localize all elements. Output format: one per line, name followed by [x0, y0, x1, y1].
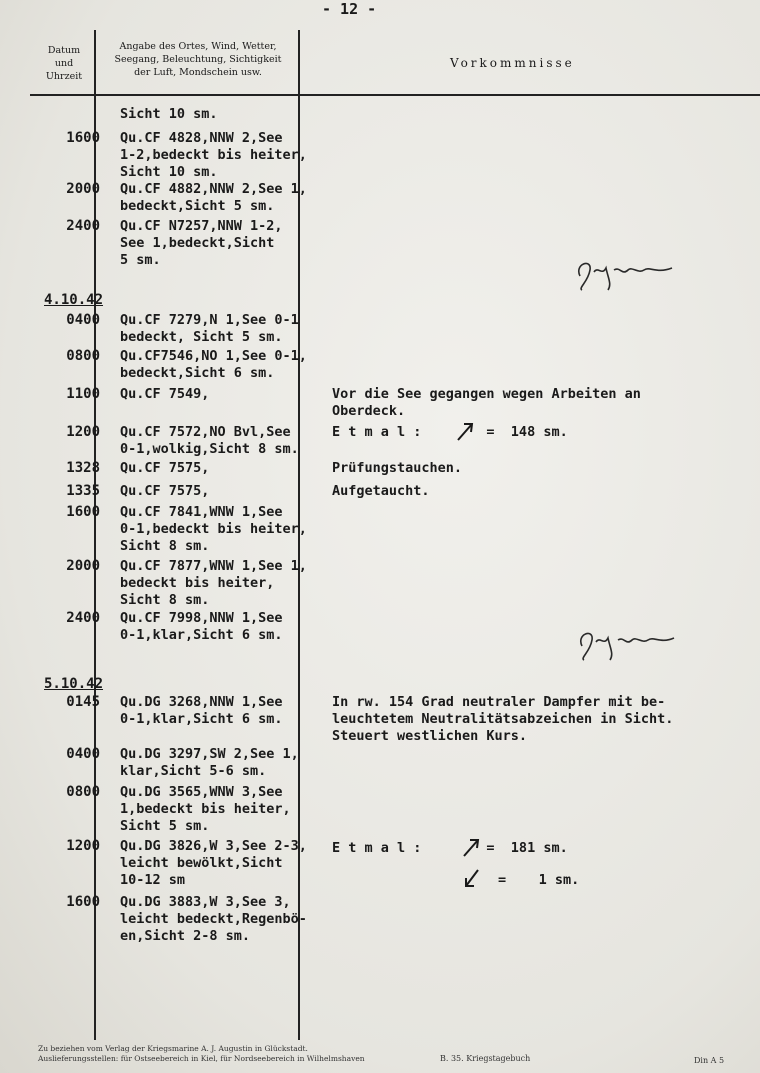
log-entry: Sicht 10 sm. [120, 106, 218, 122]
log-entry: Qu.CF 7575, [120, 460, 210, 476]
occurrence-remark: Prüfungstauchen. [332, 460, 463, 476]
log-entry: Qu.CF 4828,NNW 2,See 1-2,bedeckt bis heiter, Sicht 10 sm. [120, 130, 307, 180]
signature [574, 626, 684, 666]
occurrence-remark: Aufgetaucht. [332, 483, 430, 499]
drift-arrow-icon [460, 866, 484, 890]
log-entry: Qu.DG 3883,W 3,See 3, leicht bedeckt,Regenbö- en,Sicht 2-8 sm. [120, 894, 307, 944]
entry-time: 0800 [66, 348, 100, 364]
log-entry: Qu.CF 7877,WNW 1,See 1, bedeckt bis heiter, Sicht 8 sm. [120, 558, 307, 608]
log-entry: Qu.DG 3565,WNW 3,See 1,bedeckt bis heiter, Sicht 5 sm. [120, 784, 291, 834]
entry-time: 0800 [66, 784, 100, 800]
course-arrow-icon [454, 420, 478, 442]
header-location-weather: Angabe des Ortes, Wind, Wetter, Seegang, Beleuchtung, Sichtigkeit der Luft, Mondschein usw. [114, 41, 282, 78]
footer-publisher: Zu beziehen vom Verlag der Kriegsmarine A. J. Augustin in Glückstadt. Auslieferungsstellen: für Ostseebereich in Kiel, für Nordseebereich in Wilhelmshaven [38, 1044, 365, 1063]
etmal-remark: E t m a l : = 148 sm. [332, 424, 568, 440]
entry-time: 2400 [66, 610, 100, 626]
signature [572, 254, 682, 294]
log-entry: Qu.DG 3826,W 3,See 2-3, leicht bewölkt,Sicht 10-12 sm [120, 838, 307, 888]
course-arrow-icon [460, 836, 484, 858]
header-occurrences: Vorkommnisse [450, 56, 575, 70]
log-entry: Qu.CF 7575, [120, 483, 210, 499]
log-entry: Qu.CF 7841,WNW 1,See 0-1,bedeckt bis heiter, Sicht 8 sm. [120, 504, 307, 554]
entry-time: 1600 [66, 504, 100, 520]
log-entry: Qu.DG 3297,SW 2,See 1, klar,Sicht 5-6 sm. [120, 746, 299, 779]
log-entry: Qu.CF7546,NO 1,See 0-1, bedeckt,Sicht 6 sm. [120, 348, 307, 381]
occurrence-remark: In rw. 154 Grad neutraler Dampfer mit be- leuchtetem Neutralitätsabzeichen in Sicht. Steuert westlichen Kurs. [332, 694, 674, 744]
entry-time: 1200 [66, 838, 100, 854]
log-entry: Qu.CF 7549, [120, 386, 210, 402]
log-entry: Qu.CF N7257,NNW 1-2, See 1,bedeckt,Sicht 5 sm. [120, 218, 283, 268]
date-heading: 4.10.42 [44, 292, 104, 308]
log-entry: Qu.CF 4882,NNW 2,See 1, bedeckt,Sicht 5 sm. [120, 181, 307, 214]
entry-time: 0145 [66, 694, 100, 710]
header-rule [30, 94, 760, 96]
log-entry: Qu.CF 7279,N 1,See 0-1 bedeckt, Sicht 5 sm. [120, 312, 299, 345]
etmal-remark: E t m a l : = 181 sm. [332, 840, 568, 856]
occurrence-remark: Vor die See gegangen wegen Arbeiten an Oberdeck. [332, 386, 641, 419]
entry-time: 1600 [66, 894, 100, 910]
drift-remark: = 1 sm. [498, 872, 580, 888]
footer-form-title: B. 35. Kriegstagebuch [440, 1054, 531, 1063]
log-entry: Qu.CF 7998,NNW 1,See 0-1,klar,Sicht 6 sm. [120, 610, 283, 643]
entry-time: 0400 [66, 312, 100, 328]
header-date-time: Datum und Uhrzeit [45, 45, 83, 82]
entry-time: 1335 [66, 483, 100, 499]
log-entry: Qu.DG 3268,NNW 1,See 0-1,klar,Sicht 6 sm. [120, 694, 283, 727]
entry-time: 1600 [66, 130, 100, 146]
entry-time: 0400 [66, 746, 100, 762]
entry-time: 1200 [66, 424, 100, 440]
entry-time: 1100 [66, 386, 100, 402]
page-number: - 12 - [322, 0, 377, 18]
entry-time: 1328 [66, 460, 100, 476]
entry-time: 2400 [66, 218, 100, 234]
log-entry: Qu.CF 7572,NO Bvl,See 0-1,wolkig,Sicht 8 sm. [120, 424, 299, 457]
footer-paper-size: Din A 5 [694, 1056, 725, 1065]
date-heading: 5.10.42 [44, 676, 104, 692]
entry-time: 2000 [66, 558, 100, 574]
entry-time: 2000 [66, 181, 100, 197]
